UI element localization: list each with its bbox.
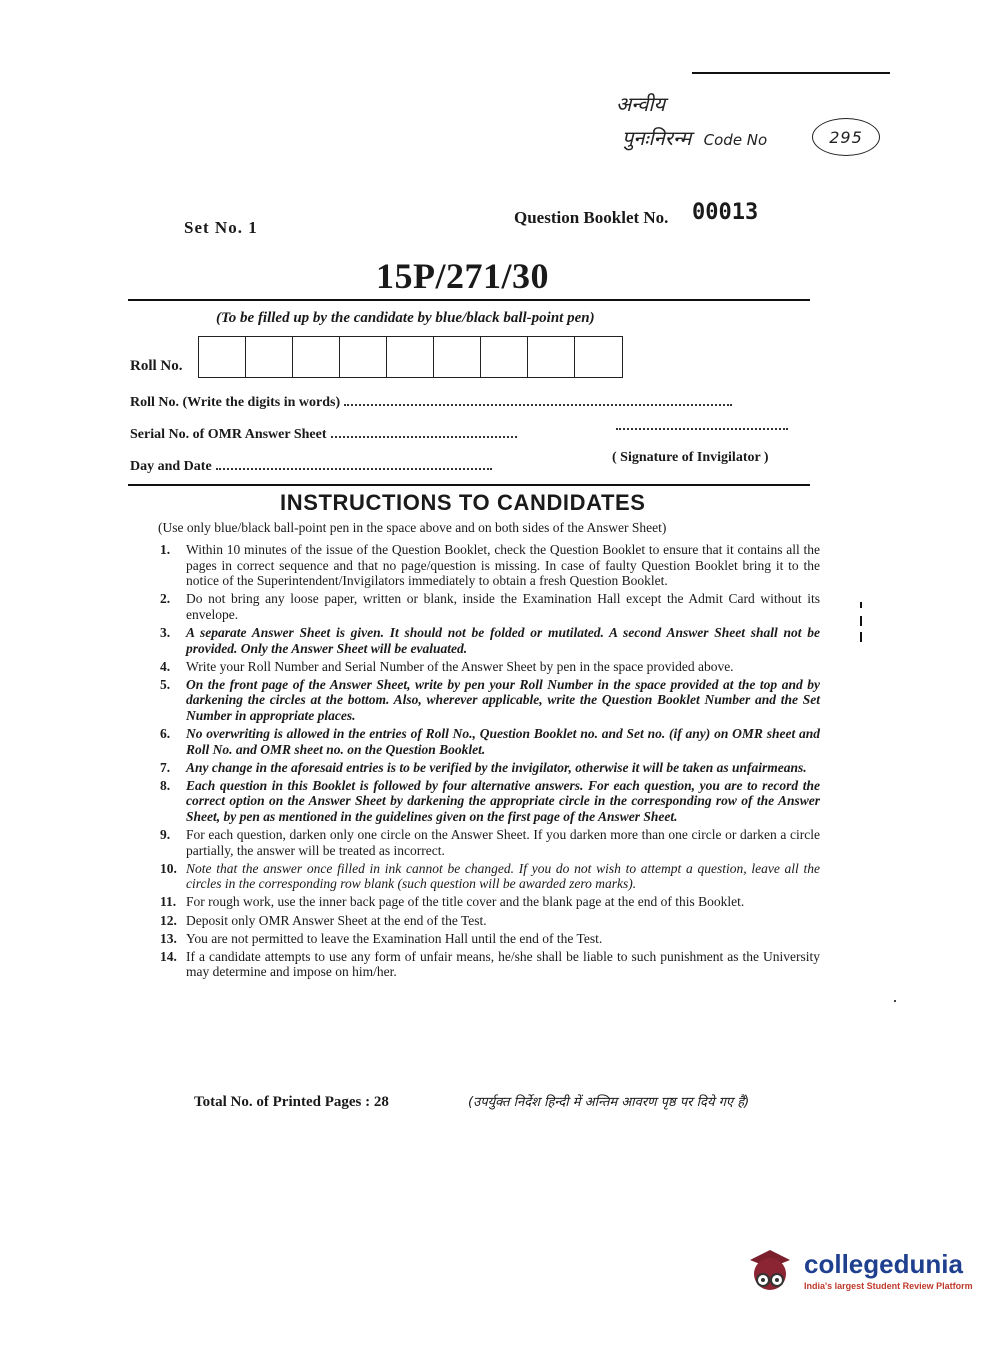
- roll-digit-box[interactable]: [387, 337, 434, 377]
- roll-digit-box[interactable]: [293, 337, 340, 377]
- roll-digit-box[interactable]: [481, 337, 528, 377]
- fill-instruction: (To be filled up by the candidate by blue/black ball-point pen): [216, 310, 595, 326]
- scan-mark: [894, 1000, 896, 1002]
- header-rule: [128, 299, 810, 301]
- hindi-note: (उपर्युक्त निर्देश हिन्दी में अन्तिम आवरण पृष्ठ पर दिये गए हैं): [468, 1095, 750, 1110]
- roll-digit-box[interactable]: [340, 337, 387, 377]
- roll-digit-box[interactable]: [199, 337, 246, 377]
- instruction-item: 11. For rough work, use the inner back page of the title cover and the blank page at the end of this Booklet.: [160, 894, 745, 910]
- roll-words-field[interactable]: Roll No. (Write the digits in words): [130, 394, 732, 411]
- dotted-line: [216, 458, 492, 470]
- instruction-item: 13. You are not permitted to leave the Examination Hall until the end of the Test.: [160, 930, 603, 946]
- instruction-item: 2. Do not bring any loose paper, written or blank, inside the Examination Hall except the Admit Card without its envelope.: [160, 591, 820, 622]
- brand-name: collegedunia: [804, 1249, 963, 1279]
- instruction-item: 5. On the front page of the Answer Sheet, write by pen your Roll Number in the space provided at the top and by darkening the circles at the bottom. Also, wherever applicable, write the Question Booklet Number and the Set Number in appropriate places.: [160, 676, 820, 723]
- dotted-line: [331, 426, 517, 438]
- instructions-title: INSTRUCTIONS TO CANDIDATES: [280, 490, 646, 515]
- roll-digit-box[interactable]: [434, 337, 481, 377]
- signature-label: ( Signature of Invigilator ): [612, 450, 769, 465]
- instructions-list: [160, 542, 820, 982]
- top-rule: [692, 72, 890, 74]
- instruction-item: 14. If a candidate attempts to use any form of unfair means, he/she shall be liable to such punishment as the University may determine and impose on him/her.: [160, 948, 820, 980]
- scan-mark: [860, 602, 862, 608]
- instruction-item: 4. Write your Roll Number and Serial Number of the Answer Sheet by pen in the space provided above.: [160, 658, 734, 674]
- paper-code: 15P/271/30: [376, 256, 549, 296]
- roll-digit-box[interactable]: [528, 337, 575, 377]
- set-number: Set No. 1: [184, 218, 258, 237]
- form-rule: [128, 484, 810, 486]
- instruction-item: 6. No overwriting is allowed in the entries of Roll No., Question Booklet no. and Set no. (if any) on OMR sheet and Roll No. and OMR sheet no. on the Question Booklet.: [160, 726, 820, 757]
- handwritten-note-2: पुनःनिरन्म Code No: [622, 126, 768, 150]
- signature-line[interactable]: [616, 428, 788, 430]
- instruction-item: 8. Each question in this Booklet is followed by four alternative answers. For each question, you are to record the correct option on the Answer Sheet by darkening the appropriate circle in the corresponding row of the Answer Sheet, by pen as mentioned in the guidelines given on the first page of the Answer Sheet.: [160, 777, 820, 824]
- handwritten-code-circle: 295: [812, 118, 880, 156]
- collegedunia-logo[interactable]: [744, 1244, 973, 1296]
- roll-no-boxes[interactable]: [198, 336, 623, 378]
- roll-digit-box[interactable]: [246, 337, 293, 377]
- scan-mark: [860, 616, 862, 626]
- roll-digit-box[interactable]: [575, 337, 622, 377]
- omr-serial-field[interactable]: Serial No. of OMR Answer Sheet: [130, 426, 517, 443]
- dotted-line: [344, 394, 732, 406]
- logo-text: [804, 1249, 973, 1291]
- instruction-item: 10. Note that the answer once filled in ink cannot be changed. If you do not wish to attempt a question, leave all the circles in the corresponding row blank (such question will be awarded zero marks).: [160, 860, 820, 892]
- brand-tagline: India's largest Student Review Platform: [804, 1281, 973, 1291]
- roll-no-label: Roll No.: [130, 358, 183, 374]
- mascot-icon: [744, 1244, 796, 1296]
- total-pages: Total No. of Printed Pages : 28: [194, 1094, 389, 1110]
- instruction-item: 7. Any change in the aforesaid entries is to be verified by the invigilator, otherwise it will be taken as unfairmeans.: [160, 759, 807, 775]
- booklet-no-value: 00013: [692, 200, 759, 225]
- instruction-item: 3. A separate Answer Sheet is given. It should not be folded or mutilated. A second Answer Sheet shall not be provided. Only the Answer Sheet will be evaluated.: [160, 624, 820, 656]
- handwritten-note-1: अन्वीय: [616, 92, 666, 116]
- booklet-no-label: Question Booklet No.: [514, 208, 669, 227]
- instruction-item: 1. Within 10 minutes of the issue of the Question Booklet, check the Question Booklet to ensure that it contains all the pages in correct sequence and that no page/question is missing. In case of faulty Question Booklet bring it to the notice of the Superintendent/Invigilators immediately to obtain a fresh Question Booklet.: [160, 542, 820, 589]
- instruction-item: 12. Deposit only OMR Answer Sheet at the end of the Test.: [160, 912, 487, 928]
- day-date-field[interactable]: Day and Date: [130, 458, 492, 475]
- instruction-item: 9. For each question, darken only one circle on the Answer Sheet. If you darken more than one circle or darken a circle partially, the answer will be treated as incorrect.: [160, 827, 820, 858]
- scan-mark: [860, 632, 862, 642]
- use-pen-note: (Use only blue/black ball-point pen in the space above and on both sides of the Answer Sheet): [158, 520, 667, 535]
